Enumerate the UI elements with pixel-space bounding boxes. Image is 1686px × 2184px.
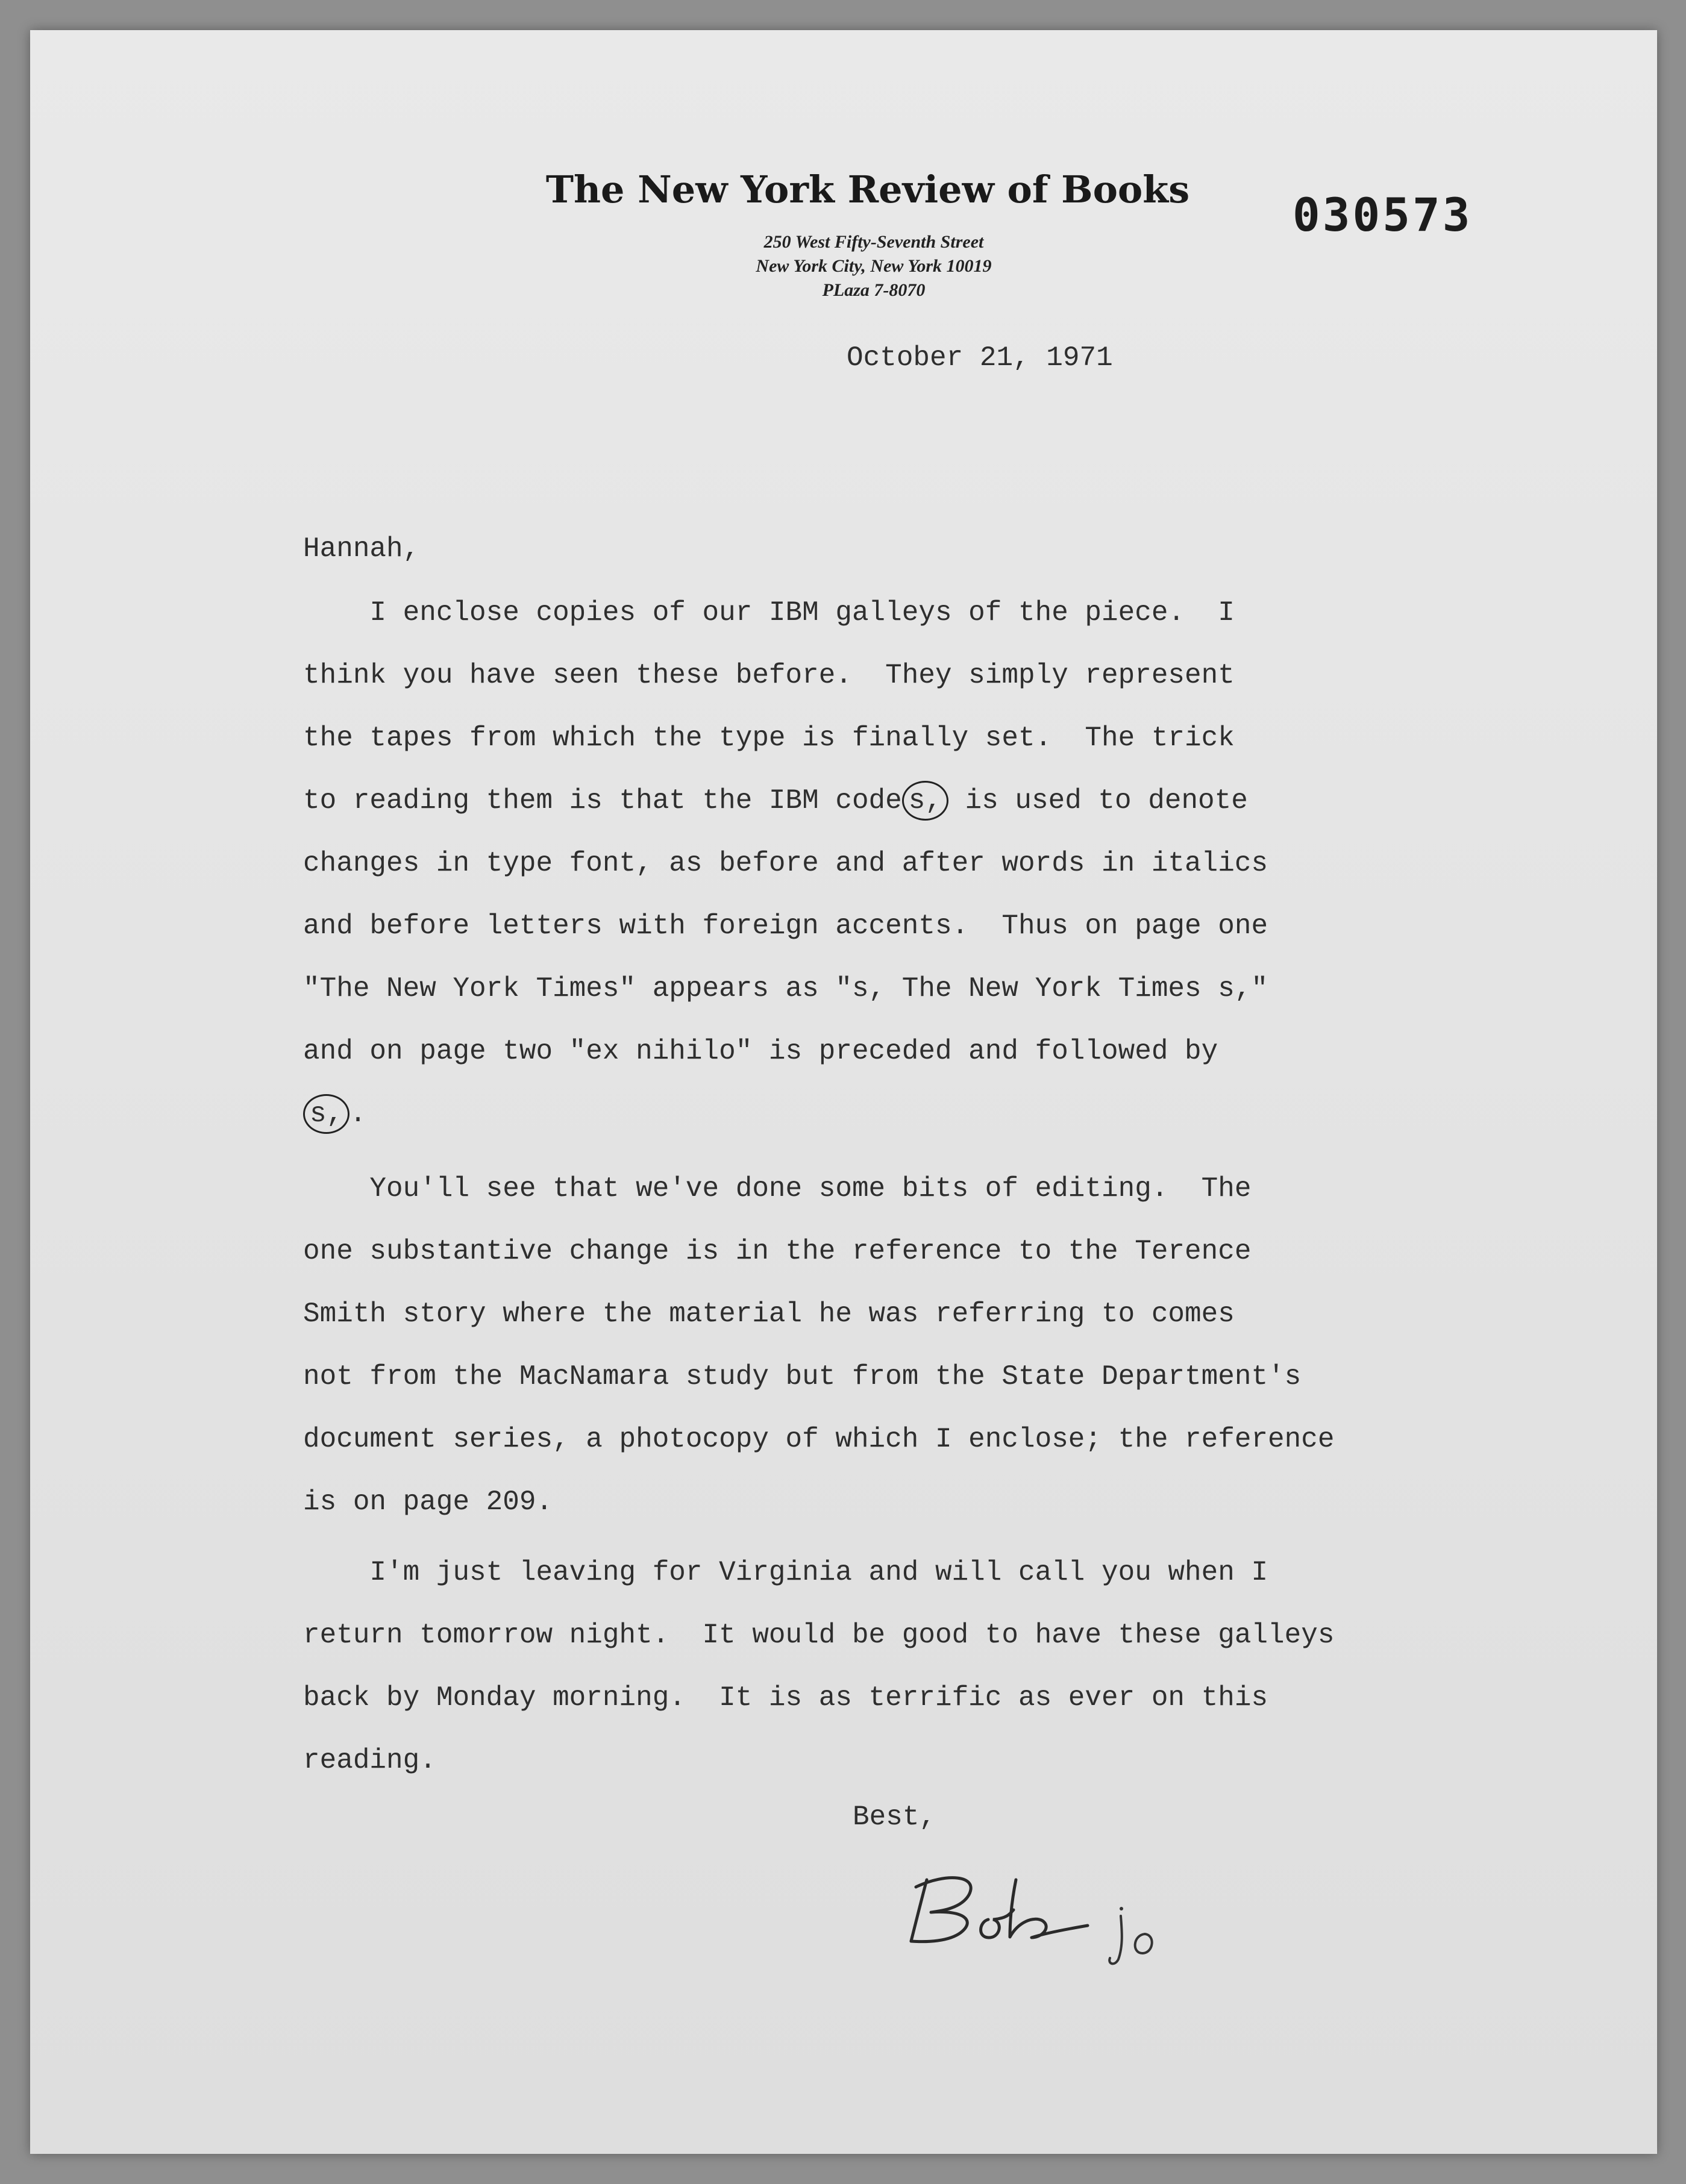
address-line-1: 250 West Fifty-Seventh Street bbox=[763, 232, 984, 252]
body-paragraph-3 bbox=[303, 1541, 1334, 1792]
text-fragment: to reading them is that the IBM code bbox=[303, 785, 902, 816]
text-line-with-circled-code bbox=[303, 769, 1268, 832]
salutation: Hannah, bbox=[303, 533, 420, 565]
circled-code: s, bbox=[902, 781, 948, 821]
text-line: is on page 209. bbox=[303, 1486, 553, 1518]
phone-number: PLaza 7-8070 bbox=[822, 280, 926, 300]
closing: Best, bbox=[853, 1801, 936, 1833]
text-line-with-circled-code bbox=[303, 1083, 1268, 1145]
text-line: and before letters with foreign accents. Thus on page one bbox=[303, 910, 1268, 942]
letter-page bbox=[30, 30, 1657, 2154]
text-line: back by Monday morning. It is as terrific as ever on this bbox=[303, 1682, 1268, 1713]
text-fragment: . bbox=[349, 1098, 366, 1130]
initials-mark bbox=[1103, 1904, 1169, 1970]
letterhead-address bbox=[633, 230, 1115, 302]
text-line: You'll see that we've done some bits of editing. The bbox=[303, 1173, 1252, 1204]
text-line: return tomorrow night. It would be good to have these galleys bbox=[303, 1619, 1335, 1651]
text-line: the tapes from which the type is finally set. The trick bbox=[303, 722, 1235, 754]
text-line: not from the MacNamara study but from the State Department's bbox=[303, 1361, 1302, 1392]
document-number: 030573 bbox=[1293, 188, 1473, 242]
text-line: I enclose copies of our IBM galleys of the piece. I bbox=[303, 597, 1235, 628]
text-line: one substantive change is in the reference to the Terence bbox=[303, 1236, 1252, 1267]
letterhead-title: The New York Review of Books bbox=[545, 167, 1190, 211]
address-line-2: New York City, New York 10019 bbox=[756, 256, 992, 276]
signature-mark bbox=[898, 1862, 1097, 1952]
text-line: think you have seen these before. They simply represent bbox=[303, 660, 1235, 691]
text-line: document series, a photocopy of which I enclose; the reference bbox=[303, 1424, 1335, 1455]
text-line: "The New York Times" appears as "s, The New York Times s," bbox=[303, 973, 1268, 1004]
body-paragraph-2 bbox=[303, 1157, 1334, 1533]
body-paragraph-1 bbox=[303, 581, 1268, 1145]
text-line: I'm just leaving for Virginia and will call you when I bbox=[303, 1557, 1268, 1588]
text-fragment: is used to denote bbox=[948, 785, 1248, 816]
circled-code: s, bbox=[303, 1094, 349, 1134]
text-line: changes in type font, as before and after words in italics bbox=[303, 848, 1268, 879]
text-line: Smith story where the material he was referring to comes bbox=[303, 1298, 1235, 1330]
letter-date: October 21, 1971 bbox=[847, 342, 1113, 374]
text-line: reading. bbox=[303, 1745, 436, 1776]
text-line: and on page two "ex nihilo" is preceded and followed by bbox=[303, 1036, 1218, 1067]
